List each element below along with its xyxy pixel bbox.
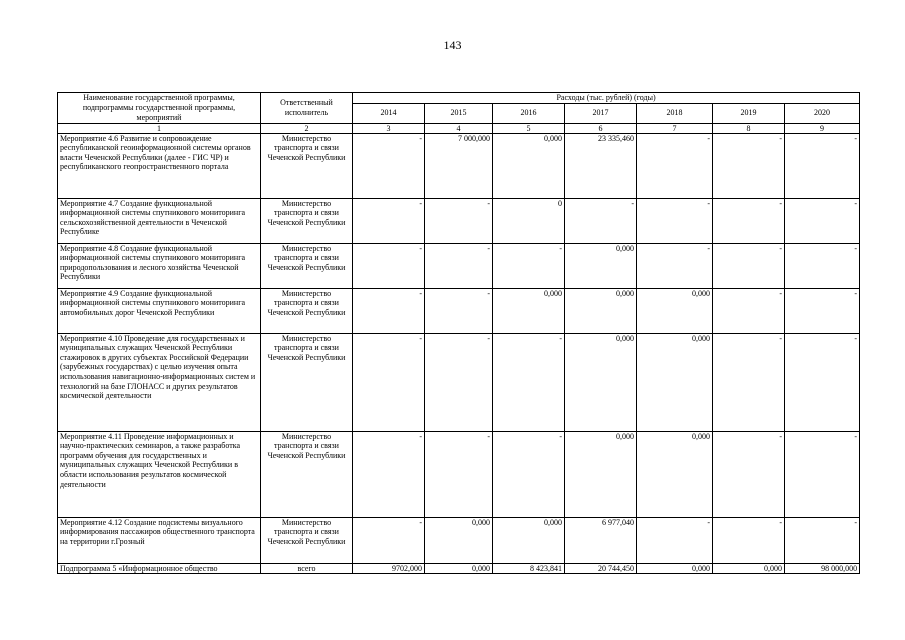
value-cell: -	[353, 517, 425, 563]
value-cell: -	[713, 431, 785, 517]
executor: всего	[261, 563, 353, 574]
column-number-row	[58, 123, 860, 133]
column-number: 2	[261, 123, 353, 133]
column-number: 8	[713, 123, 785, 133]
value-cell: -	[713, 133, 785, 198]
subprogram-name: Подпрограмма 5 «Информационное общество	[58, 563, 261, 574]
value-cell: -	[353, 288, 425, 333]
value-cell: -	[637, 133, 713, 198]
executor: Министерство транспорта и связи Чеченской Республики	[261, 431, 353, 517]
value-cell: -	[353, 133, 425, 198]
header-year: 2018	[637, 103, 713, 123]
value-cell: -	[713, 243, 785, 288]
executor: Министерство транспорта и связи Чеченской Республики	[261, 198, 353, 243]
header-name-column: Наименование государственной программы, подпрограммы государственной программы, мероприятий	[58, 93, 261, 124]
budget-table	[57, 92, 860, 574]
table-row	[58, 133, 860, 198]
value-cell: 7 000,000	[425, 133, 493, 198]
table-row	[58, 517, 860, 563]
table-row	[58, 243, 860, 288]
value-cell: 0	[493, 198, 565, 243]
header-year: 2019	[713, 103, 785, 123]
value-cell: -	[353, 243, 425, 288]
value-cell: 6 977,040	[565, 517, 637, 563]
value-cell: -	[785, 517, 860, 563]
value-cell: -	[637, 517, 713, 563]
value-cell: -	[425, 431, 493, 517]
value-cell: -	[353, 431, 425, 517]
executor: Министерство транспорта и связи Чеченской Республики	[261, 288, 353, 333]
value-cell: -	[425, 288, 493, 333]
value-cell: 0,000	[637, 288, 713, 333]
value-cell: -	[425, 198, 493, 243]
table-row	[58, 333, 860, 431]
value-cell: 0,000	[637, 563, 713, 574]
value-cell: 0,000	[565, 333, 637, 431]
value-cell: 0,000	[565, 431, 637, 517]
value-cell: 0,000	[637, 431, 713, 517]
column-number: 3	[353, 123, 425, 133]
value-cell: -	[713, 198, 785, 243]
value-cell: -	[565, 198, 637, 243]
value-cell: -	[785, 333, 860, 431]
value-cell: -	[785, 288, 860, 333]
value-cell: 0,000	[713, 563, 785, 574]
value-cell: -	[785, 431, 860, 517]
value-cell: -	[493, 431, 565, 517]
value-cell: -	[493, 243, 565, 288]
value-cell: -	[353, 198, 425, 243]
value-cell: 0,000	[565, 243, 637, 288]
value-cell: -	[713, 517, 785, 563]
table-row	[58, 288, 860, 333]
executor: Министерство транспорта и связи Чеченской Республики	[261, 333, 353, 431]
table-row	[58, 563, 860, 574]
column-number: 7	[637, 123, 713, 133]
value-cell: 0,000	[425, 517, 493, 563]
value-cell: -	[637, 198, 713, 243]
value-cell: -	[713, 333, 785, 431]
column-number: 5	[493, 123, 565, 133]
header-year: 2016	[493, 103, 565, 123]
value-cell: 0,000	[493, 133, 565, 198]
header-year: 2020	[785, 103, 860, 123]
value-cell: 98 000,000	[785, 563, 860, 574]
value-cell: 20 744,450	[565, 563, 637, 574]
header-year: 2017	[565, 103, 637, 123]
table-row	[58, 198, 860, 243]
executor: Министерство транспорта и связи Чеченской Республики	[261, 133, 353, 198]
value-cell: -	[785, 243, 860, 288]
activity-name: Мероприятие 4.9 Создание функциональной информационной системы спутникового мониторинга автомобильных дорог Чеченской Республики	[58, 288, 261, 333]
header-year: 2014	[353, 103, 425, 123]
header-expenses: Расходы (тыс. рублей) (годы)	[353, 93, 860, 104]
activity-name: Мероприятие 4.8 Создание функциональной информационной системы спутникового мониторинга природопользования и лесного хозяйства Чеченской Республики	[58, 243, 261, 288]
column-number: 6	[565, 123, 637, 133]
column-number: 1	[58, 123, 261, 133]
value-cell: -	[785, 198, 860, 243]
executor: Министерство транспорта и связи Чеченской Республики	[261, 517, 353, 563]
value-cell: -	[425, 243, 493, 288]
value-cell: -	[637, 243, 713, 288]
activity-name: Мероприятие 4.11 Проведение информационных и научно-практических семинаров, а также разработка программ обучения для государственных и муниципальных служащих Чеченской Республики в области использования результатов космической деятельности	[58, 431, 261, 517]
value-cell: 0,000	[565, 288, 637, 333]
value-cell: 0,000	[425, 563, 493, 574]
column-number: 9	[785, 123, 860, 133]
value-cell: 0,000	[493, 517, 565, 563]
activity-name: Мероприятие 4.12 Создание подсистемы визуального информирования пассажиров общественного транспорта на территории г.Грозный	[58, 517, 261, 563]
activity-name: Мероприятие 4.7 Создание функциональной информационной системы спутникового мониторинга сельскохозяйственной деятельности в Чеченской Республике	[58, 198, 261, 243]
value-cell: -	[713, 288, 785, 333]
activity-name: Мероприятие 4.6 Развитие и сопровождение республиканской геоинформационной системы органов власти Чеченской Республики (далее - ГИС ЧР) и республиканского геопространственного портала	[58, 133, 261, 198]
value-cell: 23 335,460	[565, 133, 637, 198]
table-row	[58, 431, 860, 517]
value-cell: -	[425, 333, 493, 431]
value-cell: -	[785, 133, 860, 198]
value-cell: 0,000	[493, 288, 565, 333]
value-cell: 9702,000	[353, 563, 425, 574]
header-year: 2015	[425, 103, 493, 123]
value-cell: -	[353, 333, 425, 431]
executor: Министерство транспорта и связи Чеченской Республики	[261, 243, 353, 288]
value-cell: 8 423,841	[493, 563, 565, 574]
value-cell: 0,000	[637, 333, 713, 431]
activity-name: Мероприятие 4.10 Проведение для государственных и муниципальных служащих Чеченской Республики стажировок в других субъектах Российской Федерации (зарубежных государствах) с целью изучения опыта использования навигационно-информационных систем и технологий на базе ГЛОНАСС и других результатов космической деятельности	[58, 333, 261, 431]
header-executor-column: Ответственный исполнитель	[261, 93, 353, 124]
page-number: 143	[443, 38, 462, 52]
value-cell: -	[493, 333, 565, 431]
column-number: 4	[425, 123, 493, 133]
